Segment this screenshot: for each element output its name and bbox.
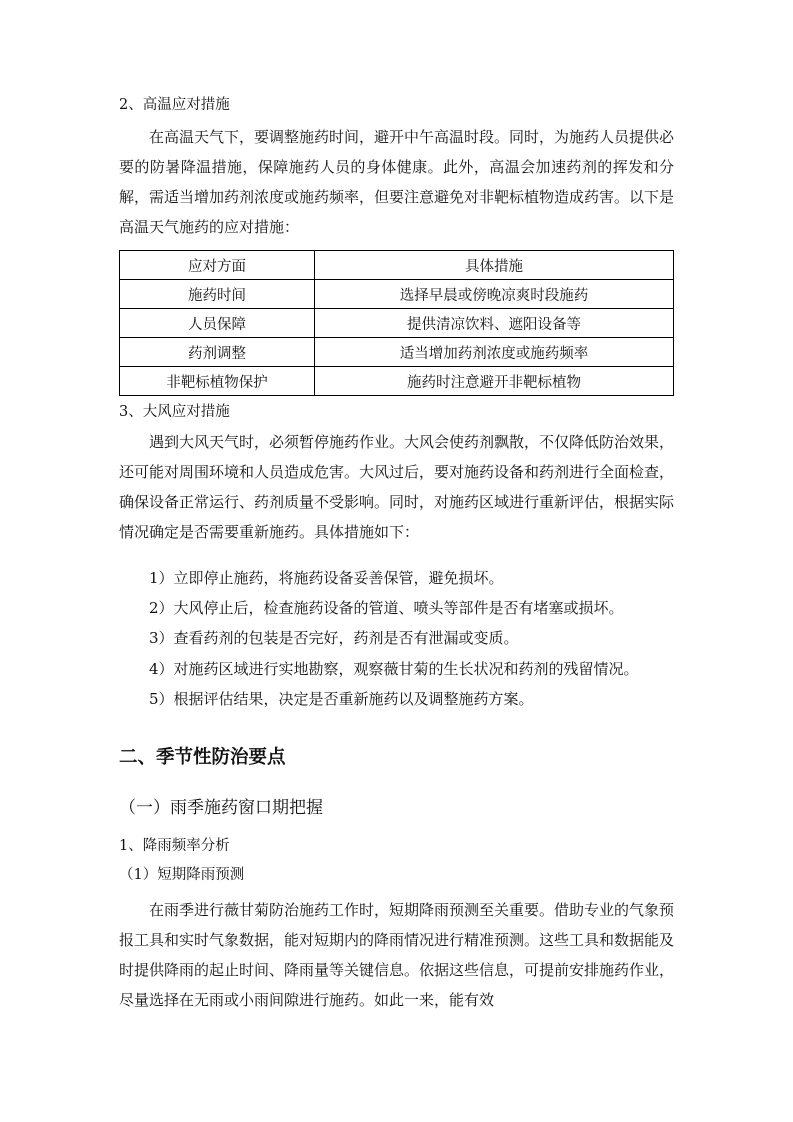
list-item: 2）大风停止后，检查施药设备的管道、喷头等部件是否有堵塞或损坏。: [149, 599, 624, 617]
table-row: [120, 309, 674, 338]
table-header-cell: 具体措施: [315, 251, 674, 280]
paragraph-wind: 遇到大风天气时，必须暂停施药作业。大风会使药剂飘散，不仅降低防治效果，还可能对周围环境和人员造成危害。大风过后，要对施药设备和药剂进行全面检查，确保设备正常运行、药剂质量不受影响。同时，对施药区域进行重新评估，根据实际情况确定是否需要重新施药。具体措施如下：: [119, 433, 675, 541]
table-row: [120, 367, 674, 396]
table-header-cell: 应对方面: [120, 251, 315, 280]
subchapter-heading: （一）雨季施药窗口期把握: [119, 798, 323, 818]
table-cell: 提供清凉饮料、遮阳设备等: [315, 309, 674, 338]
table-row: [120, 280, 674, 309]
table-row: [120, 338, 674, 367]
section-heading-high-temp: 2、高温应对措施: [119, 97, 230, 113]
paragraph-high-temp: 在高温天气下，要调整施药时间，避开中午高温时段。同时，为施药人员提供必要的防暑降温措施，保障施药人员的身体健康。此外，高温会加速药剂的挥发和分解，需适当增加药剂浓度或施药频率，但要注意避免对非靶标植物造成药害。以下是高温天气施药的应对措施：: [119, 128, 675, 236]
table-cell: 适当增加药剂浓度或施药频率: [315, 338, 674, 367]
list-item: 4）对施药区域进行实地勘察，观察薇甘菊的生长状况和药剂的残留情况。: [149, 660, 639, 678]
table-cell: 非靶标植物保护: [120, 367, 315, 396]
measures-table: [119, 250, 674, 396]
subsection-heading-rain: （1）短期降雨预测: [119, 867, 245, 883]
table-header-row: [120, 251, 674, 280]
table-cell: 人员保障: [120, 309, 315, 338]
chapter-heading: 二、季节性防治要点: [119, 747, 286, 768]
list-item: 5）根据评估结果，决定是否重新施药以及调整施药方案。: [149, 690, 534, 708]
section-heading-wind: 3、大风应对措施: [119, 404, 230, 420]
table-cell: 药剂调整: [120, 338, 315, 367]
list-item: 1）立即停止施药，将施药设备妥善保管，避免损坏。: [149, 569, 504, 587]
paragraph-rain: 在雨季进行薇甘菊防治施药工作时，短期降雨预测至关重要。借助专业的气象预报工具和实时气象数据，能对短期内的降雨情况进行精准预测。这些工具和数据能及时提供降雨的起止时间、降雨量等关键信息。依据这些信息，可提前安排施药作业，尽量选择在无雨或小雨间隙进行施药。如此一来，能有效: [119, 901, 675, 1009]
table-cell: 选择早晨或傍晚凉爽时段施药: [315, 280, 674, 309]
table-cell: 施药时间: [120, 280, 315, 309]
list-item: 3）查看药剂的包装是否完好，药剂是否有泄漏或变质。: [149, 629, 519, 647]
section-heading-rain: 1、降雨频率分析: [119, 838, 230, 854]
table-cell: 施药时注意避开非靶标植物: [315, 367, 674, 396]
